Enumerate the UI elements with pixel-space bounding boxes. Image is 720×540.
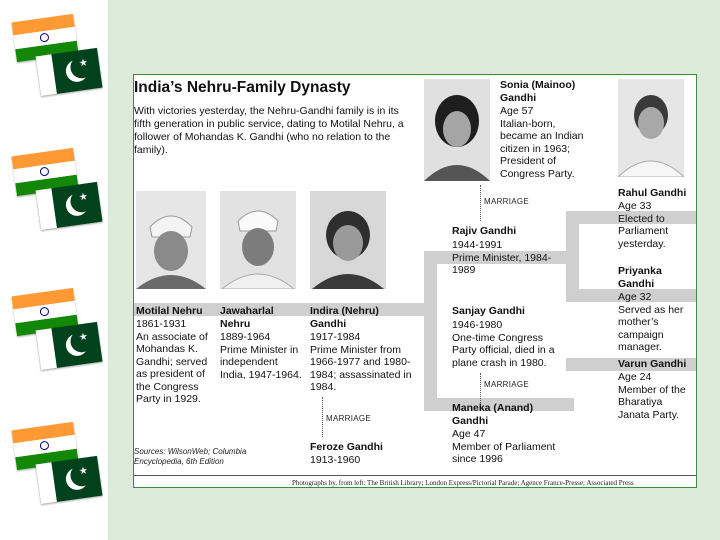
sonia-gandhi-info: Age 57 Italian-born, became an Indian citizen in 1963; President of Congress Party. bbox=[500, 105, 584, 180]
rajiv-gandhi-info: 1944-1991 Prime Minister, 1984-1989 bbox=[452, 239, 552, 276]
lineage-bar bbox=[566, 211, 579, 301]
sanjay-gandhi-name: Sanjay Gandhi bbox=[452, 305, 525, 317]
jawaharlal-nehru-photo bbox=[220, 191, 296, 289]
footer-rule bbox=[134, 475, 697, 476]
rahul-gandhi-info: Age 33 Elected to Parliament yesterday. bbox=[618, 200, 669, 250]
marriage-label: MARRIAGE bbox=[484, 380, 530, 389]
marriage-connector bbox=[322, 397, 323, 437]
pakistan-flag-icon: ★ bbox=[36, 48, 103, 96]
varun-gandhi-info: Age 24 Member of the Bharatiya Janata Party. bbox=[618, 371, 686, 421]
sonia-gandhi-photo bbox=[424, 79, 490, 181]
varun-gandhi-name: Varun Gandhi bbox=[618, 358, 687, 370]
maneka-gandhi-info: Age 47 Member of Parliament since 1996 bbox=[452, 428, 556, 465]
marriage-label: MARRIAGE bbox=[326, 414, 372, 423]
priyanka-gandhi-name: Priyanka Gandhi bbox=[618, 265, 662, 290]
jawaharlal-nehru-info: 1889-1964 Prime Minister in independent India, 1947-1964. bbox=[220, 331, 302, 381]
marriage-connector bbox=[480, 185, 481, 221]
sonia-gandhi-name: Sonia (Mainoo) Gandhi bbox=[500, 79, 576, 104]
flags-decoration bbox=[14, 426, 104, 526]
motilal-nehru-photo bbox=[136, 191, 206, 289]
rahul-gandhi-photo bbox=[618, 79, 684, 177]
lineage-bar bbox=[424, 251, 437, 411]
priyanka-gandhi-info: Age 32 Served as her mother’s campaign manager. bbox=[618, 291, 684, 353]
feroze-gandhi-info: 1913-1960 bbox=[310, 454, 361, 466]
rajiv-gandhi-name: Rajiv Gandhi bbox=[452, 225, 517, 237]
indira-gandhi-photo bbox=[310, 191, 386, 289]
sanjay-gandhi-info: 1946-1980 One-time Congress Party official, died in a plane crash in 1980. bbox=[452, 319, 555, 369]
flag-sidebar bbox=[0, 0, 108, 540]
maneka-gandhi-name: Maneka (Anand) Gandhi bbox=[452, 402, 534, 427]
motilal-nehru-info: 1861-1931 An associate of Mohandas K. Gandhi; served as president of the Congress Party in 1929. bbox=[136, 318, 208, 405]
flags-decoration bbox=[14, 18, 104, 118]
feroze-gandhi-name: Feroze Gandhi bbox=[310, 441, 383, 453]
motilal-nehru-name: Motilal Nehru bbox=[136, 305, 203, 317]
intro-text: With victories yesterday, the Nehru-Gandhi family is in its fifth generation in public service, dating to Motilal Nehru, a follower of Mohandas K. Gandhi (who no relation to the family). bbox=[134, 105, 404, 156]
sources-note: Sources: WilsonWeb; Columbia Encyclopedia, 6th Edition bbox=[134, 447, 247, 466]
photo-credit: Photographs by, from left: The British Library; London Express/Pictorial Parade; Agence France-Presse; Associated Press bbox=[292, 479, 634, 487]
pakistan-flag-icon: ★ bbox=[36, 182, 103, 230]
indira-gandhi-name: Indira (Nehru) Gandhi bbox=[310, 305, 379, 330]
jawaharlal-nehru-name: Jawaharlal Nehru bbox=[220, 305, 274, 330]
indira-gandhi-info: 1917-1984 Prime Minister from 1966-1977 and 1980-1984; assassinated in 1984. bbox=[310, 331, 412, 393]
pakistan-flag-icon: ★ bbox=[36, 456, 103, 504]
graphic-title: India’s Nehru-Family Dynasty bbox=[134, 79, 351, 96]
rahul-gandhi-name: Rahul Gandhi bbox=[618, 187, 687, 199]
flags-decoration bbox=[14, 152, 104, 252]
marriage-connector bbox=[480, 373, 481, 403]
family-tree-graphic bbox=[133, 74, 697, 488]
marriage-label: MARRIAGE bbox=[484, 197, 530, 206]
flags-decoration bbox=[14, 292, 104, 392]
pakistan-flag-icon: ★ bbox=[36, 322, 103, 370]
